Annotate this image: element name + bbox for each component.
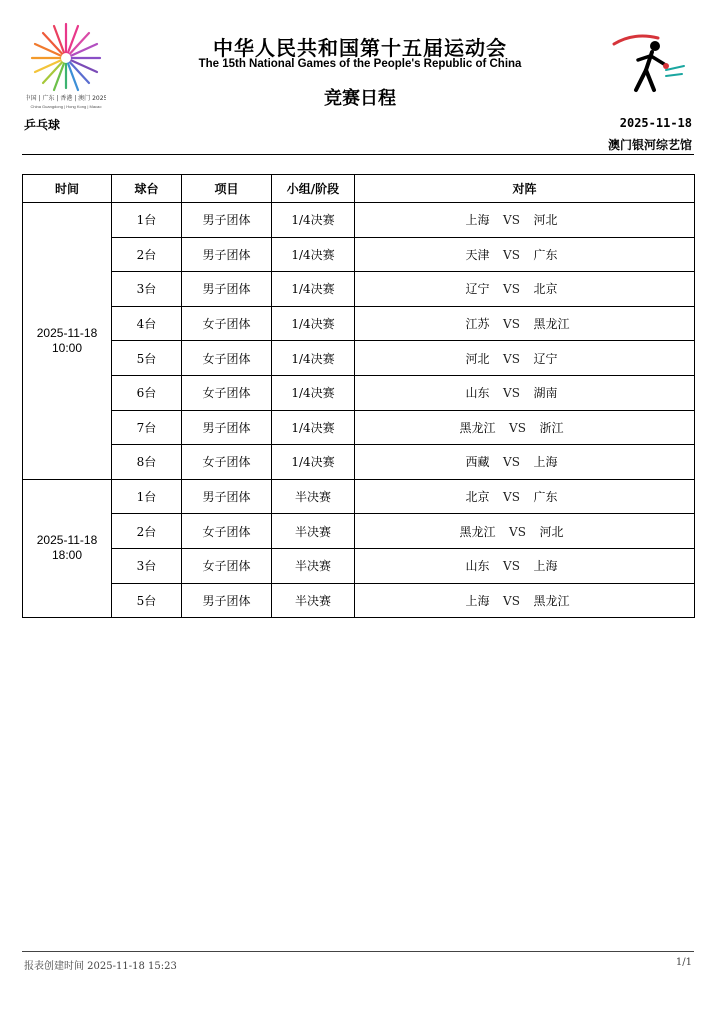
vs-label: VS (503, 247, 520, 262)
table-row (23, 548, 695, 583)
stage-cell: 1/4决赛 (272, 375, 355, 410)
event-cell: 男子团体 (182, 237, 272, 272)
event-cell: 女子团体 (182, 306, 272, 341)
matchup-cell (355, 548, 695, 583)
table-row (23, 479, 695, 514)
table-number-cell: 8台 (112, 445, 182, 480)
stage-cell: 半决赛 (272, 583, 355, 618)
table-number-cell: 2台 (112, 237, 182, 272)
team-b: 北京 (533, 282, 558, 297)
column-header-event: 项目 (182, 175, 272, 203)
stage-cell: 1/4决赛 (272, 272, 355, 307)
stage-cell: 1/4决赛 (272, 410, 355, 445)
stage-cell: 半决赛 (272, 479, 355, 514)
team-b: 河北 (539, 524, 564, 539)
column-header-matchup: 对阵 (355, 175, 695, 203)
event-cell: 男子团体 (182, 203, 272, 238)
team-b: 黑龙江 (533, 317, 570, 332)
session-date: 2025-11-18 (36, 533, 98, 548)
team-a: 河北 (465, 351, 490, 366)
team-a: 辽宁 (465, 282, 490, 297)
table-number-cell: 3台 (112, 272, 182, 307)
vs-label: VS (503, 490, 520, 505)
table-number-cell: 7台 (112, 410, 182, 445)
logo-caption-en: China Guangdong | Hong Kong | Macao (30, 104, 102, 109)
team-a: 西藏 (465, 455, 490, 470)
logo-caption: 中国 | 广东 | 香港 | 澳门 2025 (26, 95, 106, 102)
team-a: 黑龙江 (459, 524, 496, 539)
matchup-cell (355, 479, 695, 514)
report-created-time: 报表创建时间 2025-11-18 15:23 (24, 961, 177, 972)
table-row (23, 583, 695, 618)
vs-label: VS (503, 282, 520, 297)
session-time-cell (23, 203, 112, 480)
table-row (23, 410, 695, 445)
footer-divider (22, 951, 694, 952)
event-cell: 女子团体 (182, 341, 272, 376)
vs-label: VS (503, 351, 520, 366)
team-a: 山东 (465, 386, 490, 401)
schedule-date: 2025-11-18 (619, 116, 692, 130)
stage-cell: 1/4决赛 (272, 306, 355, 341)
schedule-subtitle: 竞赛日程 (324, 88, 396, 109)
team-b: 湖南 (533, 386, 558, 401)
team-b: 上海 (533, 559, 558, 574)
team-b: 河北 (533, 213, 558, 228)
table-row (23, 375, 695, 410)
stage-cell: 1/4决赛 (272, 445, 355, 480)
stage-cell: 1/4决赛 (272, 203, 355, 238)
table-row (23, 306, 695, 341)
vs-label: VS (509, 420, 526, 435)
team-b: 广东 (533, 490, 558, 505)
session-clock: 18:00 (51, 548, 83, 563)
team-b: 上海 (533, 455, 558, 470)
table-row (23, 514, 695, 549)
team-a: 黑龙江 (459, 420, 496, 435)
event-cell: 男子团体 (182, 410, 272, 445)
matchup-cell (355, 375, 695, 410)
event-cell: 女子团体 (182, 375, 272, 410)
event-cell: 男子团体 (182, 479, 272, 514)
matchup-cell (355, 445, 695, 480)
venue-name: 澳门银河综艺馆 (607, 138, 692, 152)
table-number-cell: 1台 (112, 479, 182, 514)
matchup-cell (355, 583, 695, 618)
vs-label: VS (509, 524, 526, 539)
stage-cell: 1/4决赛 (272, 341, 355, 376)
session-time-cell (23, 479, 112, 617)
stage-cell: 半决赛 (272, 548, 355, 583)
matchup-cell (355, 341, 695, 376)
vs-label: VS (503, 559, 520, 574)
table-row (23, 341, 695, 376)
table-number-cell: 2台 (112, 514, 182, 549)
table-number-cell: 5台 (112, 341, 182, 376)
vs-label: VS (503, 386, 520, 401)
sport-name: 乒乓球 (24, 118, 61, 132)
matchup-cell (355, 514, 695, 549)
matchup-cell (355, 306, 695, 341)
vs-label: VS (503, 213, 520, 228)
page-number: 1/1 (675, 957, 692, 968)
header-divider (22, 154, 694, 155)
page-title-english: The 15th National Games of the People's Republic of China (198, 58, 522, 70)
team-b: 浙江 (539, 420, 564, 435)
session-date: 2025-11-18 (36, 325, 98, 340)
schedule-table (22, 174, 695, 618)
matchup-cell (355, 203, 695, 238)
table-number-cell: 6台 (112, 375, 182, 410)
matchup-cell (355, 410, 695, 445)
event-cell: 女子团体 (182, 445, 272, 480)
team-b: 广东 (533, 247, 558, 262)
table-row (23, 203, 695, 238)
vs-label: VS (503, 455, 520, 470)
team-a: 江苏 (465, 317, 490, 332)
table-number-cell: 1台 (112, 203, 182, 238)
column-header-stage: 小组/阶段 (272, 175, 355, 203)
page-title: 中华人民共和国第十五届运动会 (213, 36, 507, 60)
matchup-cell (355, 272, 695, 307)
event-cell: 女子团体 (182, 514, 272, 549)
team-a: 山东 (465, 559, 490, 574)
event-cell: 男子团体 (182, 583, 272, 618)
column-header-table: 球台 (112, 175, 182, 203)
stage-cell: 半决赛 (272, 514, 355, 549)
stage-cell: 1/4决赛 (272, 237, 355, 272)
team-a: 北京 (465, 490, 490, 505)
session-clock: 10:00 (51, 340, 83, 355)
team-b: 黑龙江 (533, 593, 570, 608)
matchup-cell (355, 237, 695, 272)
team-a: 天津 (465, 247, 490, 262)
team-a: 上海 (465, 593, 490, 608)
event-cell: 男子团体 (182, 272, 272, 307)
table-row (23, 445, 695, 480)
team-b: 辽宁 (533, 351, 558, 366)
vs-label: VS (503, 593, 520, 608)
team-a: 上海 (465, 213, 490, 228)
vs-label: VS (503, 317, 520, 332)
event-cell: 女子团体 (182, 548, 272, 583)
table-number-cell: 5台 (112, 583, 182, 618)
table-number-cell: 3台 (112, 548, 182, 583)
column-header-time: 时间 (23, 175, 112, 203)
table-header-row (23, 175, 695, 203)
table-number-cell: 4台 (112, 306, 182, 341)
table-row (23, 272, 695, 307)
table-row (23, 237, 695, 272)
